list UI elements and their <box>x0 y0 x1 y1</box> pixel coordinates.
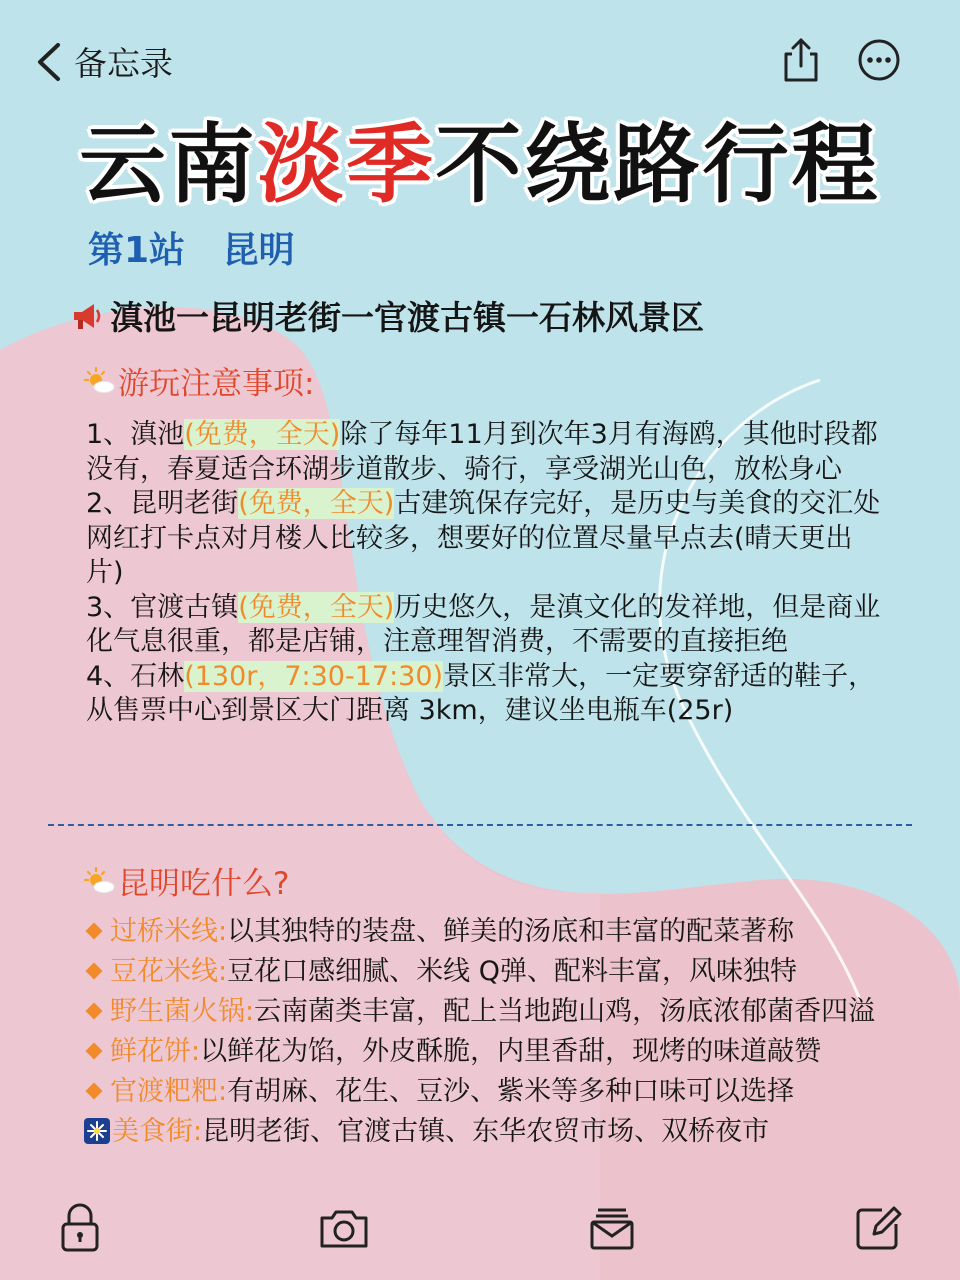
item-highlight: (130r，7:30-17:30) <box>184 660 444 692</box>
food-name: 过桥米线: <box>110 916 228 947</box>
back-label: 备忘录 <box>74 44 173 83</box>
archive-icon[interactable] <box>586 1200 638 1256</box>
sun-behind-cloud-icon <box>82 866 116 896</box>
diamond-bullet-icon <box>86 963 103 980</box>
food-name: 豆花米线: <box>110 956 228 987</box>
item-highlight: (免费，全天) <box>238 488 395 519</box>
food-desc: 以鲜花为馅，外皮酥脆，内里香甜，现烤的味道敲赞 <box>200 1036 822 1067</box>
list-item <box>84 1032 884 1072</box>
item-text: 历史悠久，是滇文化的发祥地，但是商业化气息很重，都是店铺，注意理智消费，不需要的直接拒绝 <box>86 591 881 657</box>
fireworks-icon <box>84 1118 110 1144</box>
list-item <box>84 992 884 1032</box>
food-desc: 以其独特的装盘、鲜美的汤底和丰富的配菜著称 <box>227 916 795 947</box>
food-name: 官渡粑粑: <box>110 1076 228 1107</box>
item-prefix: 1、滇池 <box>86 419 185 450</box>
camera-icon[interactable] <box>318 1200 370 1256</box>
item-text: 除了每年11月到次年3月有海鸥，其他时段都没有，春夏适合环湖步道散步、骑行，享受湖光山色，放松身心 <box>86 419 878 485</box>
item-prefix: 4、石林 <box>86 660 185 692</box>
tips-heading-text: 游玩注意事项: <box>118 366 315 402</box>
page-title <box>0 95 960 219</box>
item-highlight: (免费，全天) <box>184 419 341 450</box>
station-heading: 第1站 昆明 <box>88 230 295 271</box>
chevron-left-icon <box>34 41 64 83</box>
diamond-bullet-icon <box>86 923 103 940</box>
food-desc: 有胡麻、花生、豆沙、紫米等多种口味可以选择 <box>227 1076 795 1107</box>
item-prefix: 2、昆明老街 <box>86 488 239 519</box>
food-street-desc: 昆明老街、官渡古镇、东华农贸市场、双桥夜市 <box>202 1116 770 1147</box>
list-item <box>86 591 886 660</box>
food-street-name: 美食街: <box>112 1116 203 1147</box>
more-icon[interactable] <box>856 36 902 84</box>
list-item <box>84 1112 884 1152</box>
title-part2: 不绕路行程 <box>435 115 881 215</box>
share-icon[interactable] <box>778 36 824 84</box>
list-item <box>86 418 886 487</box>
list-item <box>86 487 886 591</box>
tips-list <box>86 418 886 729</box>
list-item <box>86 660 886 729</box>
dashed-divider <box>48 824 912 826</box>
diamond-bullet-icon <box>86 1083 103 1100</box>
food-list <box>84 912 884 1152</box>
food-heading <box>82 858 289 903</box>
compose-icon[interactable] <box>852 1200 904 1256</box>
route-text: 滇池一昆明老街一官渡古镇一石林风景区 <box>110 298 704 337</box>
megaphone-icon <box>70 299 104 333</box>
lock-icon[interactable] <box>54 1200 106 1256</box>
item-highlight: (免费，全天) <box>238 591 395 623</box>
back-button[interactable] <box>34 38 173 85</box>
food-desc: 云南菌类丰富，配上当地跑山鸡，汤底浓郁菌香四溢 <box>254 996 876 1027</box>
food-heading-text: 昆明吃什么? <box>118 866 290 902</box>
title-part1: 云南 <box>79 115 258 215</box>
route-line <box>70 292 704 339</box>
food-name: 野生菌火锅: <box>110 996 255 1027</box>
item-prefix: 3、官渡古镇 <box>86 591 239 623</box>
food-name: 鲜花饼: <box>110 1036 201 1067</box>
list-item <box>84 952 884 992</box>
list-item <box>84 912 884 952</box>
sun-behind-cloud-icon <box>82 366 116 396</box>
diamond-bullet-icon <box>86 1043 103 1060</box>
food-desc: 豆花口感细腻、米线 Q弹、配料丰富，风味独特 <box>227 956 797 987</box>
title-highlight: 淡季 <box>257 115 436 215</box>
diamond-bullet-icon <box>86 1003 103 1020</box>
list-item <box>84 1072 884 1112</box>
item-text: 古建筑保存完好，是历史与美食的交汇处网红打卡点对月楼人比较多，想要好的位置尽量早点去(晴天更出片) <box>86 488 881 588</box>
tips-heading <box>82 358 314 403</box>
item-text: 景区非常大，一定要穿舒适的鞋子，从售票中心到景区大门距离 3km，建议坐电瓶车(25r) <box>86 660 876 726</box>
